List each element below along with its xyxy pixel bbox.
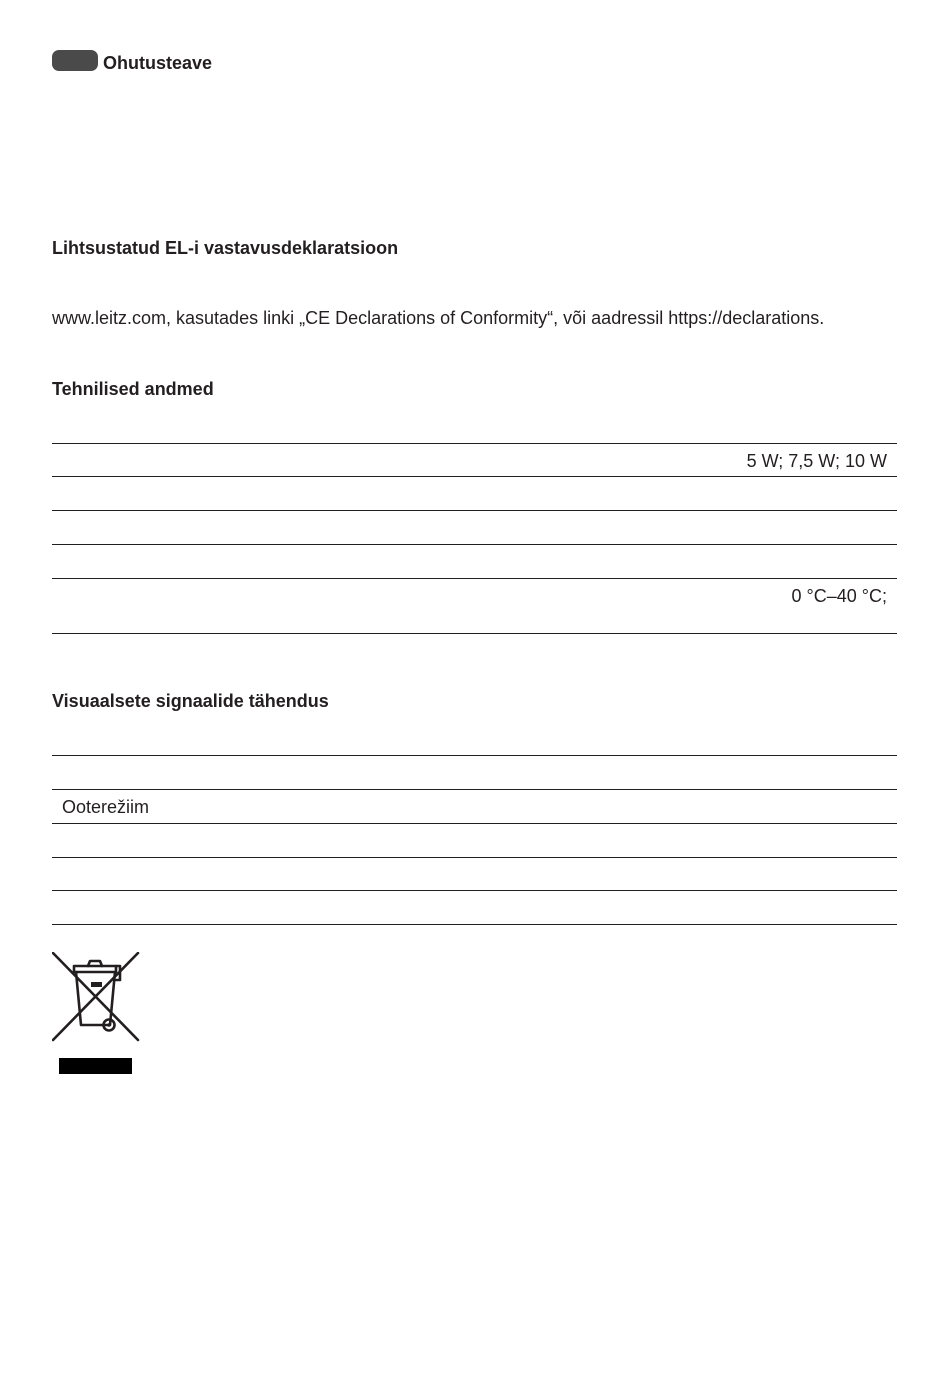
declaration-heading: Lihtsustatud EL-i vastavusdeklaratsioon	[52, 238, 399, 258]
table-rule	[52, 890, 897, 891]
table-rule	[52, 510, 897, 511]
table-rule	[52, 924, 897, 925]
table-rule	[52, 476, 897, 477]
standby-label: Ooterežiim	[62, 797, 150, 817]
table-rule	[52, 857, 897, 858]
language-badge	[52, 50, 98, 71]
table-rule	[52, 755, 897, 756]
temperature-value: 0 °C–40 °C;	[791, 586, 887, 606]
table-rule	[52, 633, 897, 634]
visual-signals-heading: Visuaalsete signaalide tähendus	[52, 691, 329, 711]
technical-data-heading: Tehnilised andmed	[52, 379, 214, 399]
section-label: Ohutusteave	[103, 53, 213, 73]
table-rule	[52, 578, 897, 579]
power-value: 5 W; 7,5 W; 10 W	[746, 451, 887, 471]
table-rule	[52, 823, 897, 824]
table-rule	[52, 544, 897, 545]
weee-bin-icon	[52, 952, 142, 1082]
declaration-text: www.leitz.com, kasutades linki „CE Declarations of Conformity“, või aadressil https://declarations.	[52, 308, 825, 328]
table-rule	[52, 443, 897, 444]
table-rule	[52, 789, 897, 790]
